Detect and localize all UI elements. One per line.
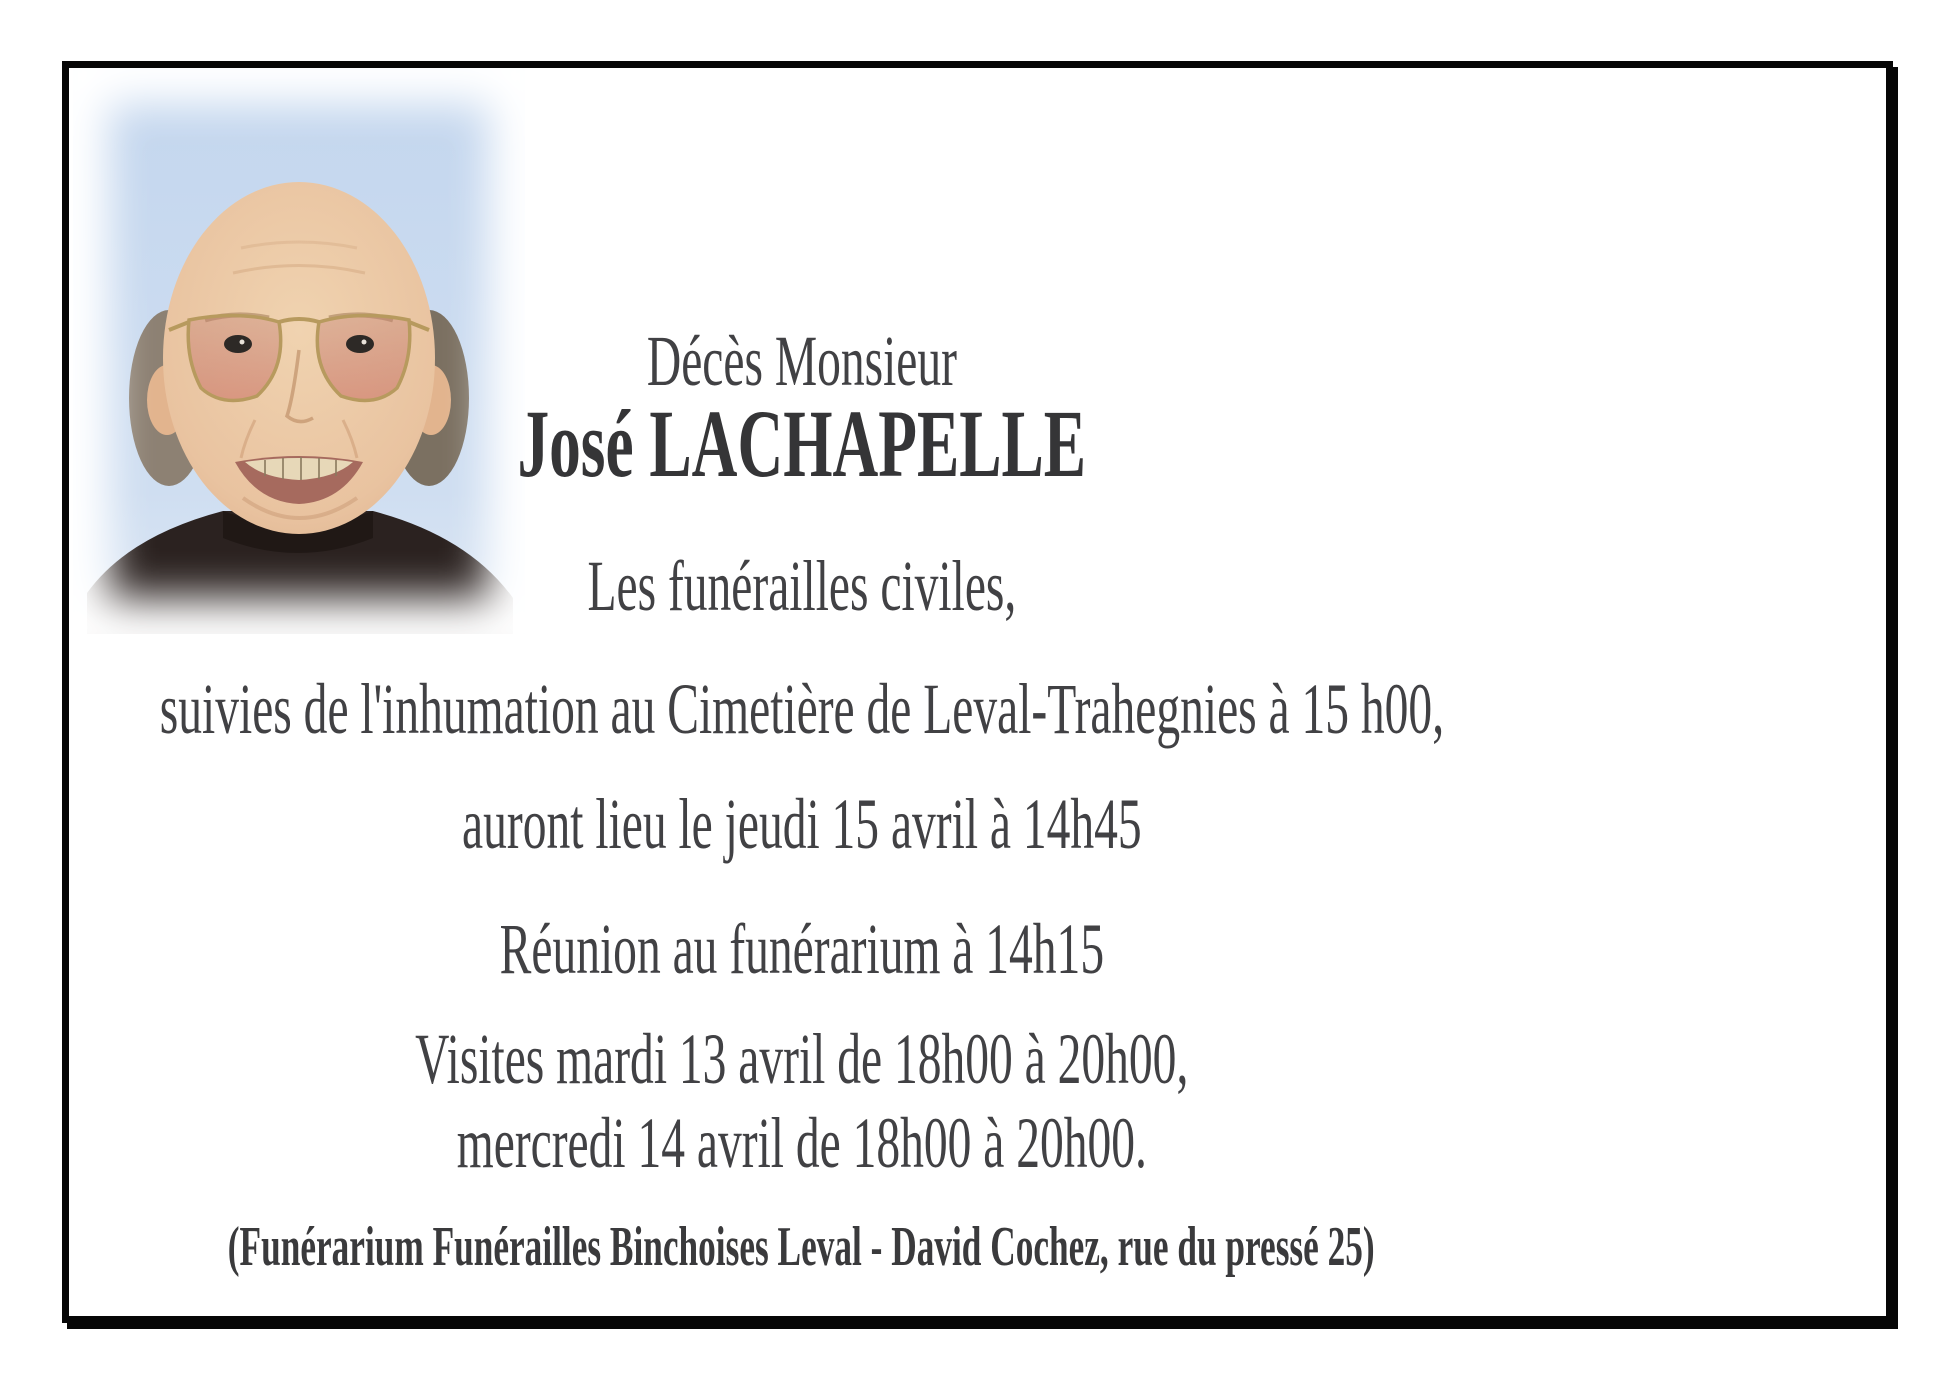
body-line-visits-wednesday: mercredi 14 avril de 18h00 à 20h00. [456, 1103, 1147, 1183]
body-line-meeting: Réunion au funérarium à 14h15 [499, 909, 1104, 989]
body-line-ceremony-date: auront lieu le jeudi 15 avril à 14h45 [461, 784, 1142, 864]
body-line-visits-tuesday: Visites mardi 13 avril de 18h00 à 20h00, [414, 1019, 1189, 1099]
deceased-name-label: José LACHAPELLE [517, 390, 1086, 497]
death-announcement-card [62, 61, 1893, 1323]
announcement-type-label: Décès Monsieur [646, 321, 957, 401]
funeral-home-info: (Funérarium Funérailles Binchoises Leval - David Cochez, rue du pressé 25) [228, 1216, 1375, 1278]
deceased-name [69, 386, 1534, 501]
body-line-burial: suivies de l'inhumation au Cimetière de Leval-Trahegnies à 15 h00, [159, 669, 1444, 749]
body-line-funerals: Les funérailles civiles, [587, 546, 1016, 626]
